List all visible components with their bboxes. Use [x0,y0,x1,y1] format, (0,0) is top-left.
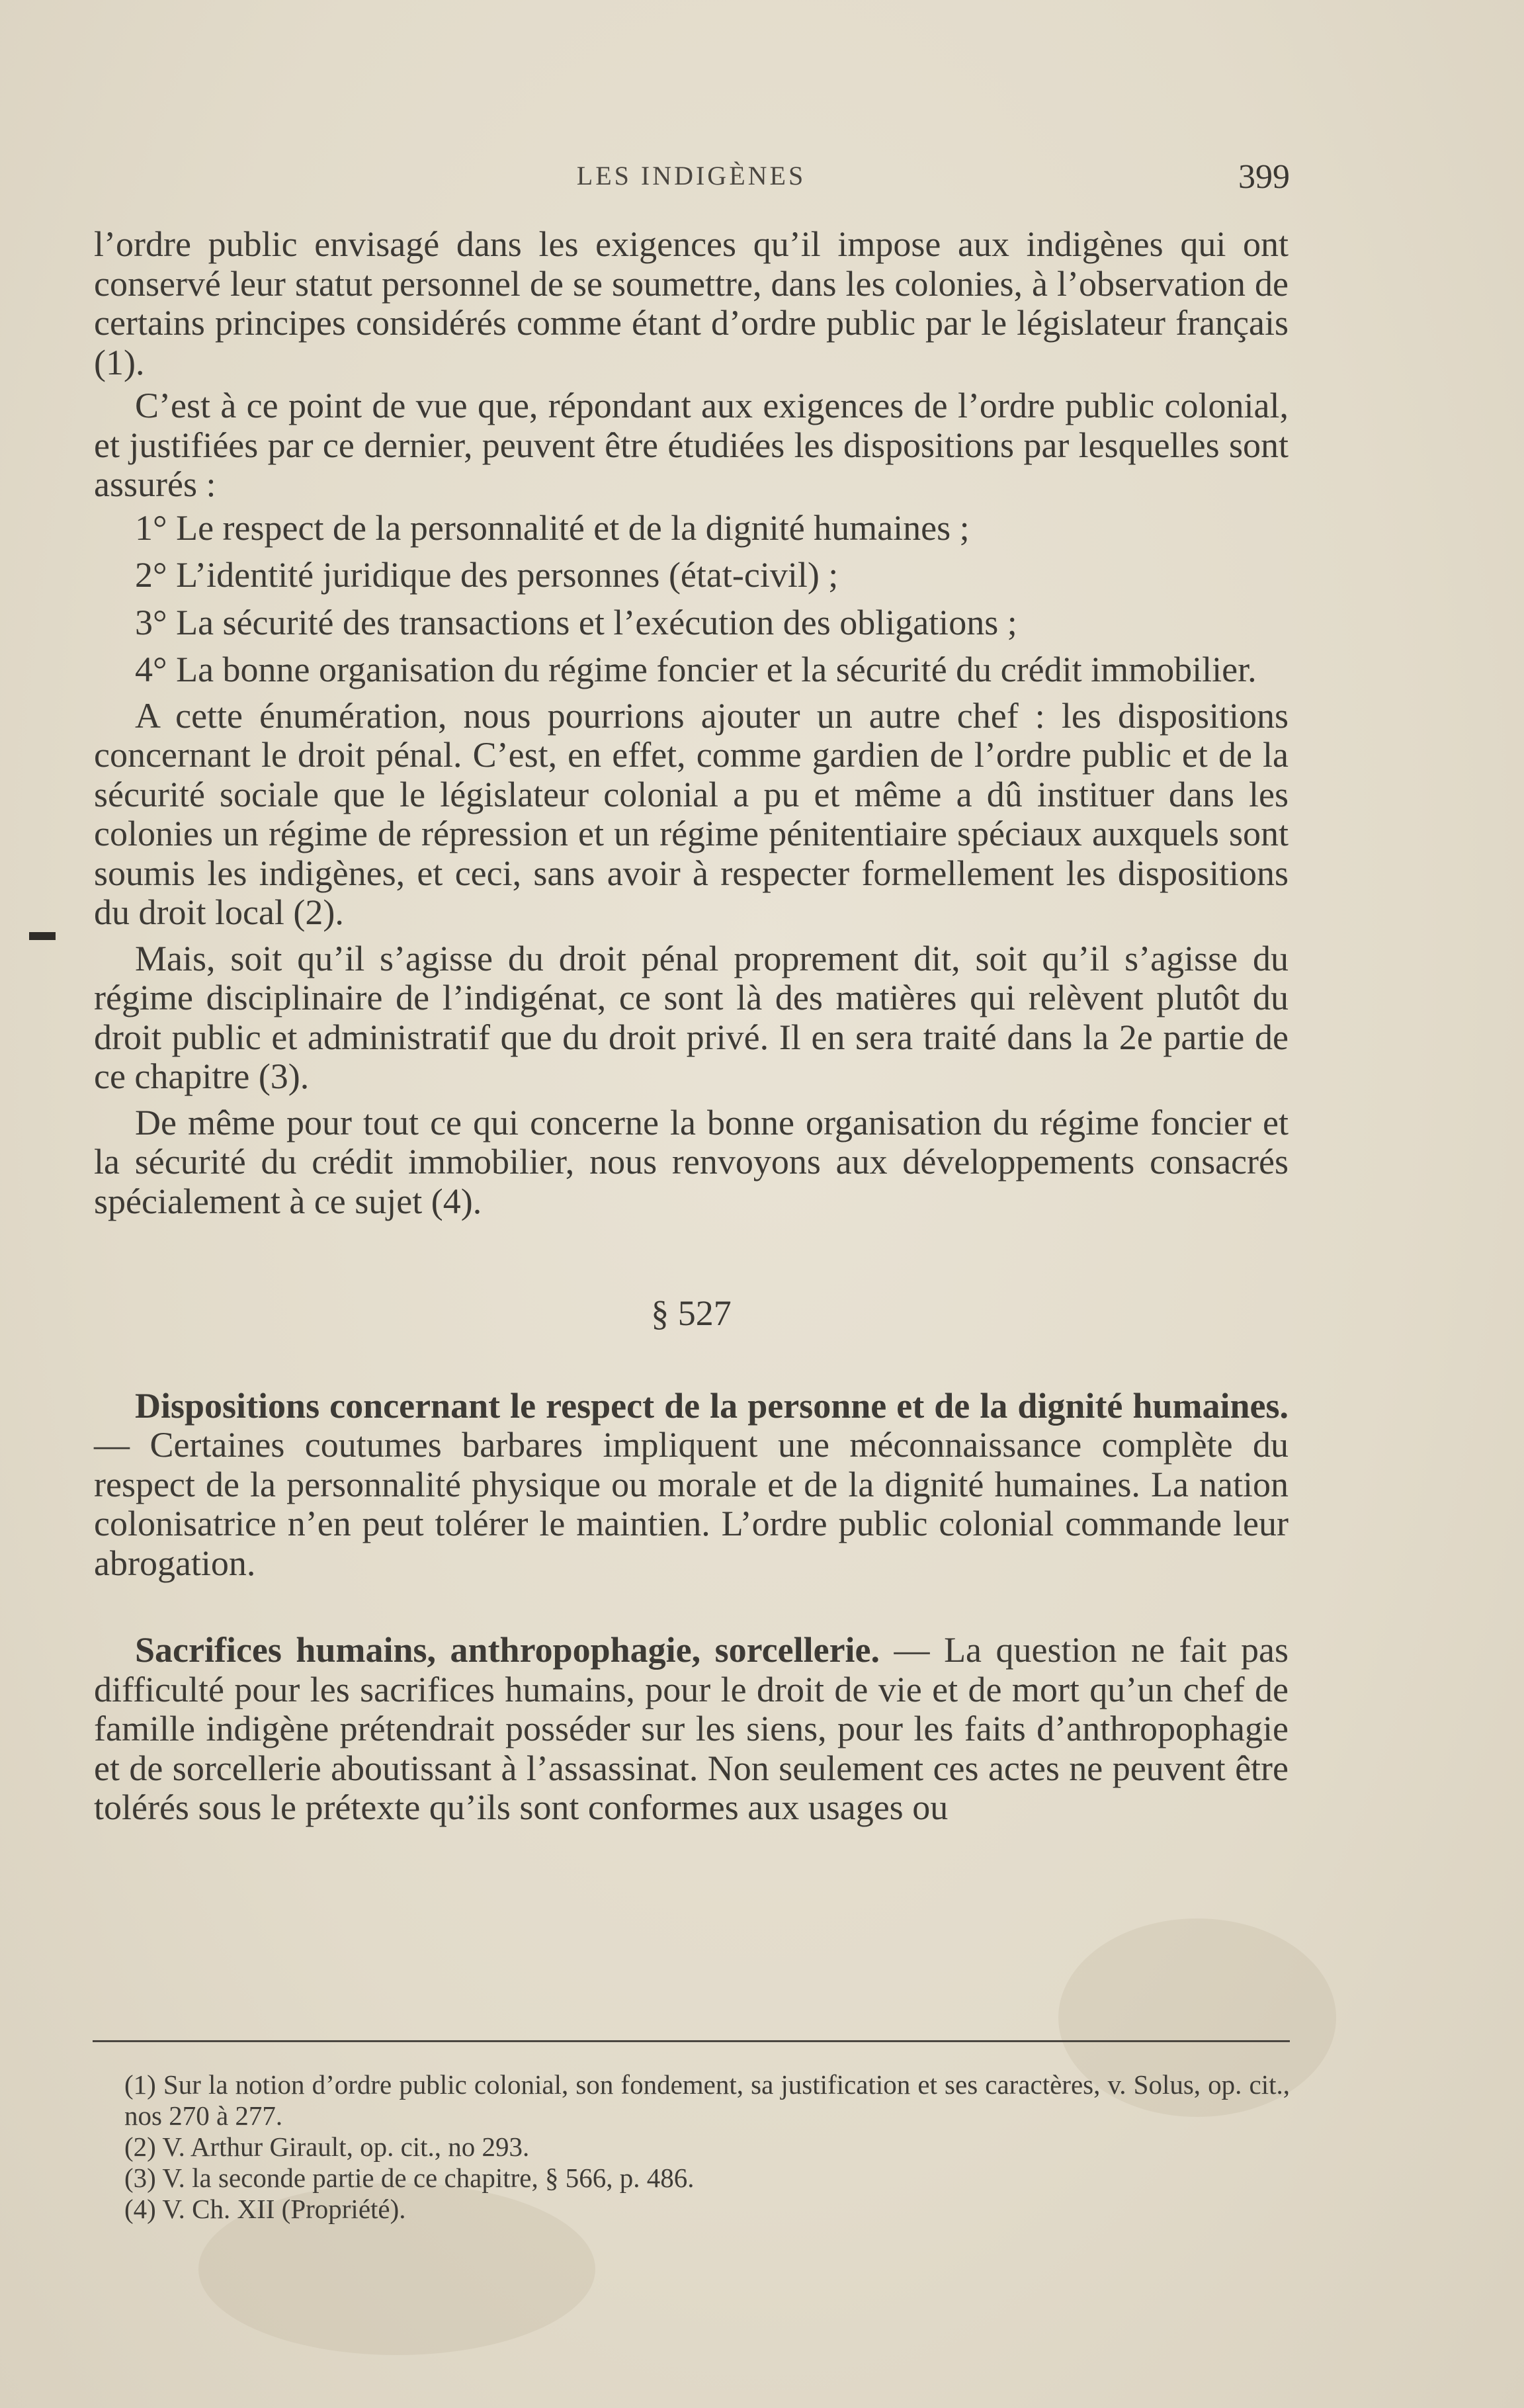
footnote-text: Sur la notion d’ordre public colonial, son fondement, sa justification et ses caractères, v. Solus, op. cit., nos 270 à 277. [124,2069,1290,2131]
section-heading: § 527 [651,1293,732,1333]
list-item: 1° Le respect de la personnalité et de la dignité humaines ; [135,507,970,548]
list-item: 2° L’identité juridique des personnes (état-civil) ; [135,555,839,595]
footnote [93,2131,1290,2163]
subsection-text: — La question ne fait pas difficulté pour les sacrifices humains, pour le droit de vie et de mort qu’un chef de famille indigène prétendrait posséder sur les siens, pour les faits d’anthropophagie et de sorcellerie aboutissant à l’assassinat. Non seulement ces actes ne peuvent être tolérés sous le prétexte qu’ils sont conformes aux usages ou [94,1630,1289,1827]
paragraph: De même pour tout ce qui concerne la bonne organisation du régime foncier et la sécurité du crédit immobilier, nous renvoyons aux développements consacrés spécialement à ce sujet (4). [94,1102,1289,1221]
footnote-number: (3) [124,2163,156,2193]
footnote-number: (4) [124,2194,156,2224]
paragraph: Mais, soit qu’il s’agisse du droit pénal proprement dit, soit qu’il s’agisse du régime disciplinaire de l’indigénat, ce sont là des matières qui relèvent plutôt du droit public et administratif que du droit privé. Il en sera traité dans la 2e partie de ce chapitre (3). [94,938,1289,1096]
subsection-paragraph [94,1387,1289,1584]
subsection-title: Dispositions concernant le respect de la personne et de la dignité humaines. [135,1385,1289,1426]
subsection-text: — Certaines coutumes barbares impliquent une méconnaissance complète du respect de la personnalité physique ou morale et de la dignité humaines. La nation colonisatrice n’en peut tolérer le maintien. L’ordre public colonial commande leur abrogation. [94,1425,1289,1583]
footnote-number: (1) [124,2069,156,2100]
footnotes [93,2069,1290,2225]
paragraph-continuation: l’ordre public envisagé dans les exigences qu’il impose aux indigènes qui ont conservé leur statut personnel de se soumettre, dans les colonies, à l’observation de certains principes considérés comme étant d’ordre public par le législateur français (1). [94,224,1289,382]
paragraph: A cette énumération, nous pourrions ajouter un autre chef : les dispositions concernant le droit pénal. C’est, en effet, comme gardien de l’ordre public et de la sécurité sociale que le législateur colonial a pu et même a dû instituer dans les colonies un régime de répression et un régime pénitentiaire spéciaux auxquels sont soumis les indigènes, et ceci, sans avoir à respecter formellement les dispositions du droit local (2). [94,695,1289,932]
paragraph: C’est à ce point de vue que, répondant aux exigences de l’ordre public colonial, et justifiées par ce dernier, peuvent être étudiées les dispositions par lesquelles sont assurés : [94,386,1289,504]
list-item: 4° La bonne organisation du régime foncier et la sécurité du crédit immobilier. [135,650,1257,689]
footnote-text: V. la seconde partie de ce chapitre, § 566, p. 486. [162,2163,695,2193]
running-title: LES INDIGÈNES [576,161,806,191]
footnote [93,2194,1290,2225]
page-number: 399 [1238,158,1290,196]
page-header [93,157,1290,204]
footnote-text: V. Arthur Girault, op. cit., no 293. [162,2131,530,2162]
footnote-divider [93,2040,1290,2042]
footnote [93,2163,1290,2194]
margin-dash-mark: ▬ [29,916,56,946]
footnote-number: (2) [124,2131,156,2162]
main-text [94,225,1289,1828]
list-item: 3° La sécurité des transactions et l’exécution des obligations ; [135,602,1017,642]
subsection-paragraph [94,1631,1289,1828]
subsection-title: Sacrifices humains, anthropophagie, sorcellerie. [135,1630,880,1670]
footnote-text: V. Ch. XII (Propriété). [162,2194,406,2224]
footnote [93,2069,1290,2131]
